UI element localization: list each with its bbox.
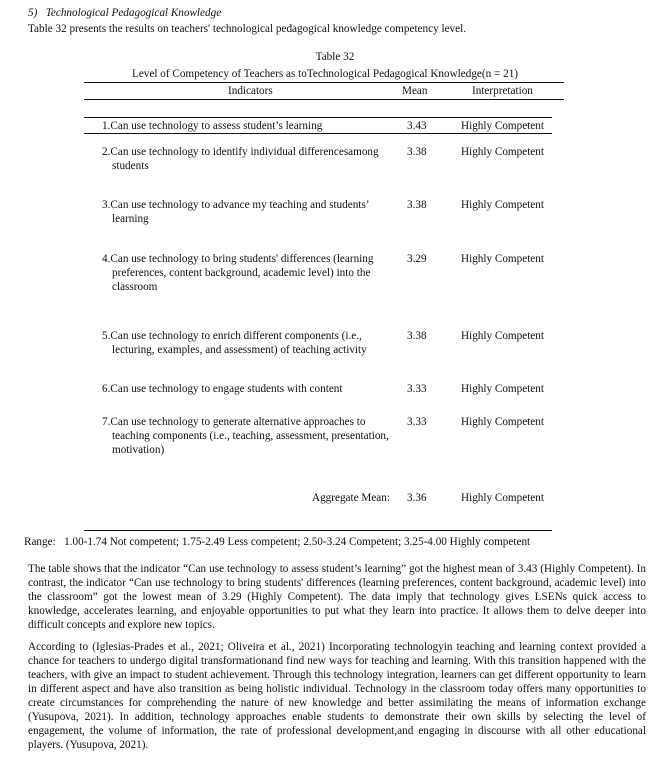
row-interpretation: Highly Competent xyxy=(461,146,544,158)
row-number: 3. xyxy=(102,199,111,211)
row-mean: 3.38 xyxy=(407,146,427,158)
table-row xyxy=(102,252,402,294)
row-indicator: Can use technology to identify individual differencesamong students xyxy=(110,146,379,172)
row-number: 5. xyxy=(102,330,111,342)
row-number: 4. xyxy=(102,253,111,265)
row-mean: 3.33 xyxy=(407,416,427,428)
row-mean: 3.38 xyxy=(407,199,427,211)
row-mean: 3.38 xyxy=(407,330,427,342)
table-number: Table 32 xyxy=(315,51,355,63)
row-mean: 3.29 xyxy=(407,253,427,265)
row-interpretation: Highly Competent xyxy=(461,330,544,342)
aggregate-mean: 3.36 xyxy=(407,492,427,504)
row-number: 2. xyxy=(102,146,111,158)
row-interpretation: Highly Competent xyxy=(461,253,544,265)
table-title: Level of Competency of Teachers as toTechnological Pedagogical Knowledge(n = 21) xyxy=(132,68,519,80)
table-row xyxy=(102,119,402,133)
row-number: 1. xyxy=(102,120,111,132)
intro-sentence: Table 32 presents the results on teachers' technological pedagogical knowledge competency level. xyxy=(28,23,467,35)
header-rule xyxy=(84,99,564,100)
row-rule xyxy=(84,133,552,134)
row-interpretation: Highly Competent xyxy=(461,199,544,211)
row-indicator: Can use technology to engage students with content xyxy=(110,383,343,395)
aggregate-interpretation: Highly Competent xyxy=(461,492,544,504)
row-mean: 3.43 xyxy=(407,120,427,132)
section-heading: 5) Technological Pedagogical Knowledge xyxy=(28,7,222,19)
row-mean: 3.33 xyxy=(407,383,427,395)
header-interpretation: Interpretation xyxy=(472,85,533,97)
table-row xyxy=(102,145,402,173)
table-row xyxy=(102,329,402,357)
table-row xyxy=(102,198,402,226)
row-indicator: Can use technology to assess student’s learning xyxy=(110,120,323,132)
table-row xyxy=(102,415,402,457)
row-number: 7. xyxy=(102,416,111,428)
row-indicator: Can use technology to generate alternative approaches to teaching components (i.e., teaching, assessment, presentation, motivation) xyxy=(110,416,389,456)
row-indicator: Can use technology to enrich different components (i.e., lecturing, examples, and assessment) of teaching activity xyxy=(110,330,367,356)
row-interpretation: Highly Competent xyxy=(461,120,544,132)
table-top-rule xyxy=(84,82,564,83)
row-number: 6. xyxy=(102,383,111,395)
header-mean: Mean xyxy=(402,85,428,97)
table-bottom-rule xyxy=(84,530,552,531)
table-row xyxy=(102,382,402,396)
row-indicator: Can use technology to bring students' differences (learning preferences, content background, academic level) into the classroom xyxy=(110,253,374,293)
row-interpretation: Highly Competent xyxy=(461,416,544,428)
header-indicators: Indicators xyxy=(228,85,273,97)
row-indicator: Can use technology to advance my teaching and students’ learning xyxy=(110,199,369,225)
range-note: Range: 1.00-1.74 Not competent; 1.75-2.49 Less competent; 2.50-3.24 Competent; 3.25-4.00 Highly competent xyxy=(24,536,531,548)
literature-paragraph: According to (Iglesias-Prades et al., 2021; Oliveira et al., 2021) Incorporating technologyin teaching and learning context provided a chance for teachers to undergo digital transformationand find new ways for teaching and learning. With this transition happened with the teachers, with give an impact to student achievement. Through this technology integration, learners can get different opportunity to learn in different aspect and have also transition as being holistic individual. Technology in the classroom today offers many opportunities to create circumstances for comprehending the nature of new knowledge and better assimilating the means of information exchange (Yusupova, 2021). In addition, technology approaches enable students to demonstrate their own skills by selecting the level of engagement, the volume of information, the rate of professional development,and engaging in discourse with all other educational players. (Yusupova, 2021). xyxy=(28,641,646,751)
row-rule xyxy=(84,117,552,118)
discussion-paragraph: The table shows that the indicator “Can use technology to assess student’s learning” got the highest mean of 3.43 (Highly Competent). In contrast, the indicator “Can use technology to bring students' differences (learning preferences, content background, academic level) into the classroom” got the lowest mean of 3.29 (Highly Competent). The data imply that technology gives LSENs quick access to knowledge, accelerates learning, and enjoyable opportunities to put what they learn into practice. It allows them to delve deeper into difficult concepts and explore new topics. xyxy=(28,563,646,631)
row-interpretation: Highly Competent xyxy=(461,383,544,395)
aggregate-label: Aggregate Mean: xyxy=(312,492,390,504)
